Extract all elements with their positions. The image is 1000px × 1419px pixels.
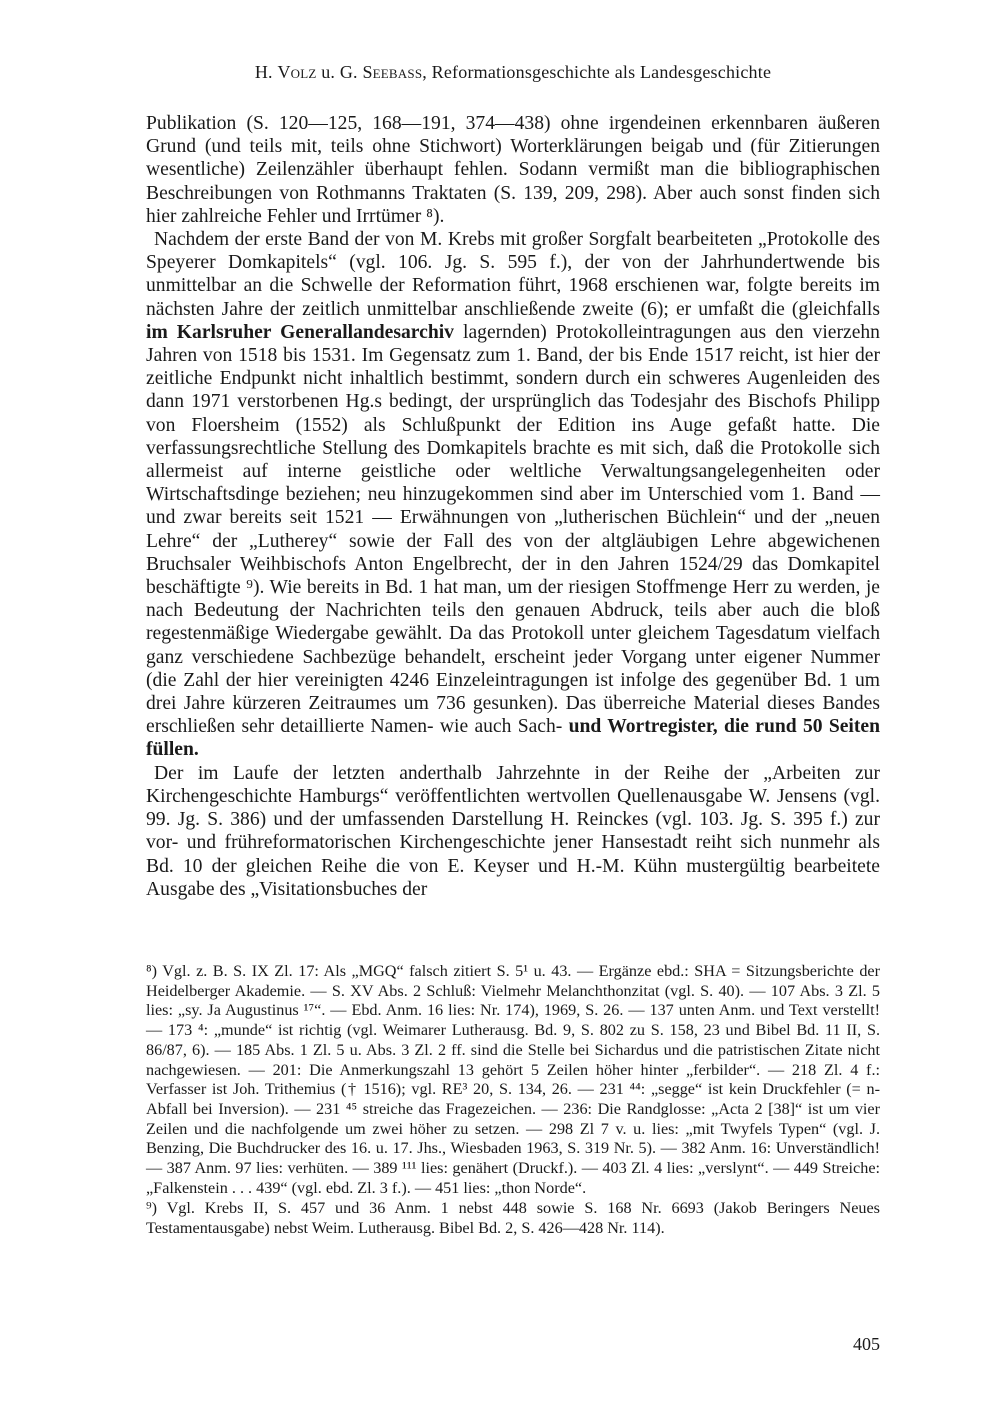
footnotes — [146, 962, 880, 1239]
paragraph-2-part-b: lagernden) Protokolleintragungen aus den vierzehn Jahren von 1518 bis 1531. Im Gegensatz zum 1. Band, der bis Ende 1517 reicht, ist hier der zeitliche Endpunkt nicht inhaltlich bestimmt, sondern durch ein schweres Augenleiden des dann 1971 verstorbenen Hg.s bedingt, der ursprünglich das Todesjahr des Bischofs Philipp von Floersheim (1552) als Schlußpunkt der Edition ins Auge gefaßt hatte. Die verfassungsrechtliche Stellung des Domkapitels brachte es mit sich, daß die Protokolle sich allermeist auf interne geistliche oder weltliche Verwaltungsangelegenheiten oder Wirtschaftsdinge beziehen; neu hinzugekommen sind aber im Unterschied vom 1. Band — und zwar bereits seit 1521 — Erwähnungen von „lutherischen Büchlein“ und der „neuen Lehre“ der „Lutherey“ sowie der Fall des von der altgläubigen Lehre abgewichenen Bruchsaler Weihbischofs Anton Engelbrecht, der in den Jahren 1524/29 das Domkapitel beschäftigte ⁹). Wie bereits in Bd. 1 hat man, um der riesigen Stoffmenge Herr zu werden, je nach Bedeutung der Nachrichten teils den genauen Abdruck, teils aber auch die bloß regestenmäßige Wiedergabe gewählt. Da das Protokoll unter gleichem Tagesdatum vielfach ganz verschiedene Sachbezüge behandelt, erscheint jeder Vorgang unter eigener Nummer (die Zahl der hier vereinigten 4246 Einzeleintragungen ist infolge des gegenüber Bd. 1 um drei Jahre kürzeren Zeitraumes um 736 gesunken). Das überreiche Material dieses Bandes erschließen sehr detaillierte Namen- wie auch Sach- — [146, 321, 880, 738]
page-number: 405 — [853, 1334, 880, 1354]
author1-name: Volz — [277, 62, 317, 82]
footnote-9: ⁹) Vgl. Krebs II, S. 457 und 36 Anm. 1 nebst 448 sowie S. 168 Nr. 6693 (Jakob Beringers Neues Testamentausgabe) nebst Weim. Lutherausg. Bibel Bd. 2, S. 426—428 Nr. 114). — [146, 1199, 880, 1238]
author-connector: u. G. — [316, 62, 363, 82]
running-head — [146, 62, 880, 83]
paragraph-2-bold-2: und Wortregister, die rund 50 Seiten füllen. — [146, 716, 880, 761]
footnote-8: ⁸) Vgl. z. B. S. IX Zl. 17: Als „MGQ“ falsch zitiert S. 5¹ u. 43. — Ergänze ebd.: SHA = Sitzungsberichte der Heidelberger Akademie. — S. XV Abs. 2 Schluß: Vielmehr Melanchthonzitat (vgl. S. 40). — 107 Abs. 3 Zl. 5 lies: „sy. Ja Augustinus ¹⁷“. — Ebd. Anm. 16 lies: Nr. 174), 1969, S. 26. — 137 unten Anm. und Text verstellt! — 173 ⁴: „munde“ ist richtig (vgl. Weimarer Lutherausg. Bd. 9, S. 802 zu S. 158, 23 und Bibel Bd. 11 II, S. 86/87, 6). — 185 Abs. 1 Zl. 5 u. Abs. 3 Zl. 2 ff. sind die Stelle bei Sichardus und die patristischen Zitate nicht nachgewiesen. — 201: Die Anmerkungszahl 13 gehört 5 Zeilen höher hinter „ferbilder“. — 218 Zl. 4 f.: Verfasser ist Joh. Trithemius († 1516); vgl. RE³ 20, S. 134, 26. — 231 ⁴⁴: „segge“ ist kein Druckfehler (= n-Abfall bei Inversion). — 231 ⁴⁵ streiche das Fragezeichen. — 236: Die Randglosse: „Acta 2 [38]“ ist um vier Zeilen und die nachfolgende um zwei höher zu setzen. — 298 Zl 7 v. u. lies: „mit Twyfels Typen“ (vgl. J. Benzing, Die Buchdrucker des 16. u. 17. Jhs., Wiesbaden 1963, S. 319 Nr. 5). — 382 Anm. 16: Unverständlich! — 387 Anm. 97 lies: verhüten. — 389 ¹¹¹ lies: genähert (Druckf.). — 403 Zl. 4 lies: „verslynt“. — 449 Streiche: „Falkenstein . . . 439“ (vgl. ebd. Zl. 3 f.). — 451 lies: „thon Norde“. — [146, 962, 880, 1197]
body-text — [146, 112, 880, 901]
paragraph-3: Der im Laufe der letzten anderthalb Jahrzehnte in der Reihe der „Arbeiten zur Kirchengeschichte Hamburgs“ veröffentlichten wertvollen Quellenausgabe W. Jensens (vgl. 99. Jg. S. 386) und der umfassenden Darstellung H. Reinckes (vgl. 103. Jg. S. 395 f.) zur vor- und frühreformatorischen Kirchengeschichte jener Hansestadt reiht sich nunmehr als Bd. 10 der gleichen Reihe die von E. Keyser und H.-M. Kühn mustergültig bearbeitete Ausgabe des „Visitationsbuches der — [146, 762, 880, 900]
paragraph-2-part-a: Nachdem der erste Band der von M. Krebs mit großer Sorgfalt bearbeiteten „Protokolle des Speyerer Domkapitels“ (vgl. 106. Jg. S. 595 f.), der von der Jahrhundertwende bis unmittelbar an die Schwelle der Reformation führt, 1968 erschienen war, folgte bereits im nächsten Jahre der zeitlich unmittelbar anschließende zweite (6); er umfaßt die (gleichfalls — [146, 229, 880, 320]
paragraph-1: Publikation (S. 120—125, 168—191, 374—438) ohne irgendeinen erkennbaren äußeren Grund (und teils mit, teils ohne Stichwort) Worterklärungen beigab und (für Zitierungen wesentliche) Zeilenzähler überhaupt fehlen. Sodann vermißt man die bibliographischen Beschreibungen von Rothmanns Traktaten (S. 139, 209, 298). Aber auch sonst finden sich hier zahlreiche Fehler und Irrtümer ⁸). — [146, 113, 880, 227]
paragraph-2-bold: im Karlsruher Generallandesarchiv — [146, 321, 454, 343]
running-title: , Reformationsgeschichte als Landesgeschichte — [422, 62, 772, 82]
author1-initial: H. — [254, 62, 278, 82]
author2-name: Seebass — [362, 62, 423, 82]
paragraph-2 — [146, 228, 880, 762]
